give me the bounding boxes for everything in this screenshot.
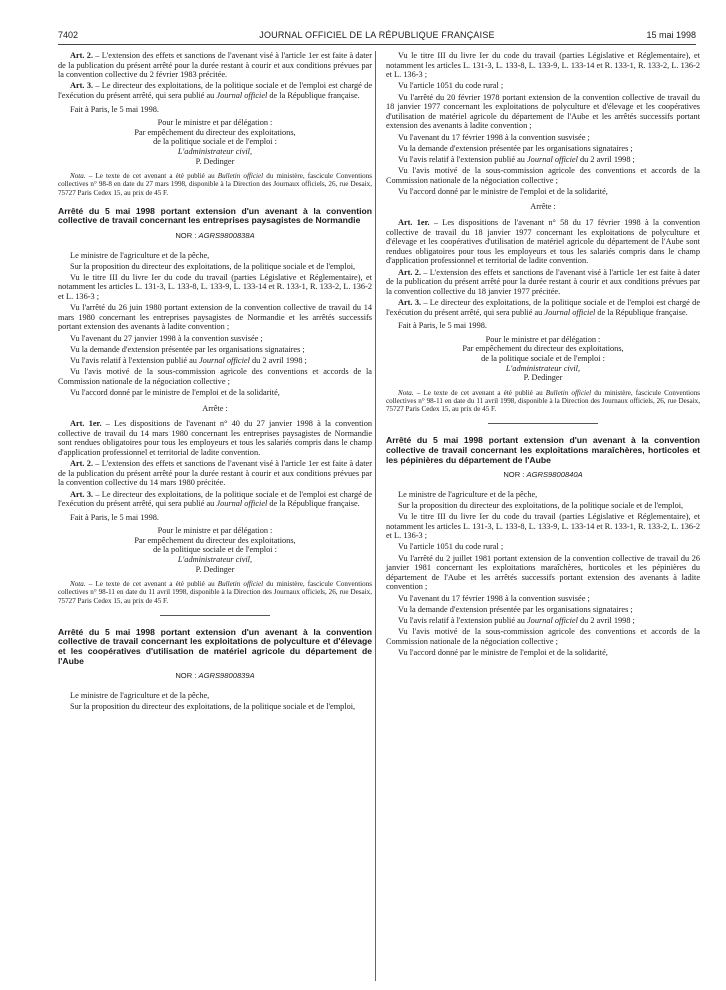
right-column <box>386 51 700 659</box>
signature-block: Pour le ministre et par délégation : Par empêchement du directeur des exploitations, de la politique sociale et de l'emploi : L'administrateur civil, P. Dedinger <box>58 118 372 166</box>
nota-note: Nota. – Le texte de cet avenant a été publié au Bulletin officiel du ministère, fascicule Conventions collectives n° 98-11 en date du 11 avril 1998, disponible à la Direction des Journaux officiels, 26, rue Desaix, 75727 Paris Cedex 15, au prix de 45 F. <box>58 580 373 605</box>
page-number: 7402 <box>58 30 79 40</box>
decree-continuation <box>58 51 372 197</box>
article-3: Art. 3. – Le directeur des exploitations, de la politique sociale et de l'emploi est chargé de l'exécution du présent arrêté, qui sera publié au Journal officiel de la République française. <box>58 81 372 100</box>
section-separator <box>160 615 270 616</box>
nor-reference: NOR : AGRS9800840A <box>503 470 583 480</box>
article-1: Art. 1er. – Les dispositions de l'avenant n° 58 du 17 février 1998 à la convention collective de travail du 18 janvier 1977 concernant les exploitations de polyculture et d'élevage et les coopératives d'utilisation de matériel agricole du département de l'Aube sont rendues obligatoires pour tous les employeurs et tous les salariés compris dans le champ d'application professionnel et territorial de ladite convention. <box>386 218 701 266</box>
decree-title: Arrêté du 5 mai 1998 portant extension d'un avenant à la convention collective de travail concernant les exploitations maraîchères, horticoles et les pépinières du département de l'Aube <box>386 435 700 465</box>
article-2: Art. 2. – L'extension des effets et sanctions de l'avenant visé à l'article 1er est faite à dater de la publication du présent arrêté pour la durée restant à courir et aux conditions prévues par la convention collective du 14 mars 1980 précitée. <box>58 459 372 488</box>
journal-title: JOURNAL OFFICIEL DE LA RÉPUBLIQUE FRANÇAISE <box>259 30 495 40</box>
nota-note: Nota. – Le texte de cet avenant a été publié au Bulletin officiel du ministère, fascicule Conventions collectives n° 98-8 en date du 27 mars 1998, disponible à la Direction des Journaux officiels, 26, rue Desaix, 75727 Paris Cedex 15, au prix de 45 F. <box>58 172 373 197</box>
signature-date: Fait à Paris, le 5 mai 1998. <box>70 512 159 522</box>
signature-date: Fait à Paris, le 5 mai 1998. <box>398 321 487 331</box>
signature-block: Pour le ministre et par délégation : Par empêchement du directeur des exploitations, de la politique sociale et de l'emploi : L'administrateur civil, P. Dedinger <box>386 335 700 383</box>
decree-title: Arrêté du 5 mai 1998 portant extension d'un avenant à la convention collective de travail concernant les exploitations de polyculture et d'élevage et les coopératives d'utilisation de matériel agricole du département de l'Aube <box>58 626 372 666</box>
header-rule <box>58 44 696 45</box>
article-3: Art. 3. – Le directeur des exploitations, de la politique sociale et de l'emploi est chargé de l'exécution du présent arrêté, qui sera publié au Journal officiel de la République française. <box>386 298 700 317</box>
article-1: Art. 1er. – Les dispositions de l'avenant n° 40 du 27 janvier 1998 à la convention collective de travail du 14 mars 1980 concernant les entreprises paysagistes de Normandie sont rendues obligatoires pour tous les employeurs et tous les salariés compris dans le champ d'application professionnel et territorial de ladite convention. <box>58 419 372 457</box>
decree-paysagistes-normandie: Arrêté du 5 mai 1998 portant extension d'un avenant à la convention collective de travail concernant les entreprises paysagistes de Normandie NOR : AGRS9800838A Le ministre de l'agriculture et de la pêche, Sur la proposition du directeur des exploitations, de la politique sociale et de l'emploi, Vu le titre III du livre Ier du code du travail (parties Législative et Réglementaire), et notamment les articles L. 131-3, L. 133-8, L. 133-9, L. 133-14 et R. 133-1, R. 133-2, L. 136-2 et L. 136-3 ; Vu l'arrêté du 26 juin 1980 portant extension de la convention collective de travail du 14 mars 1980 concernant les entreprises paysagistes de Normandie et les arrêtés successifs portant extension des avenants à ladite convention ; Vu l'avenant du 27 janvier 1998 à la convention susvisée ; Vu la demande d'extension présentée par les organisations signataires ; Vu l'avis relatif à l'extension publié au Journal officiel du 2 avril 1998 ; Vu l'avis motivé de la sous-commission agricole des conventions et accords de la Commission nationale de la négociation collective ; Vu l'accord donné par le ministre de l'emploi et de la solidarité, Arrête : Art. 1er. – Les dispositions de l'avenant n° 40 du 27 janvier 1998 à la convention collective de travail du 14 mars 1980 concernant les entreprises paysagistes de Normandie sont rendues obligatoires pour tous les employeurs et tous les salariés compris dans le champ d'application professionnel et territorial de ladite convention. Art. 2. – L'extension des effets et sanctions de l'avenant visé à l'article 1er est faite à dater de la publication du présent arrêté pour la durée restant à courir et aux conditions prévues par la convention collective du 14 mars 1980 précitée. Art. 3. – Le directeur des exploitations, de la politique sociale et de l'emploi est chargé de l'exécution du présent arrêté, qui sera publié au Journal officiel de la République française. Fait à Paris, le 5 mai 1998. Pour le ministre et par délégation : Par empêchement du directeur des exploitations, de la politique sociale et de l'emploi : L'administrateur civil, P. Dedinger Nota. – Le texte de cet avenant a été publié au Bulletin officiel du ministère, fascicule Conventions collectives n° 98-11 en date du 11 avril 1998, disponible à la Direction des Journaux officiels, 26, rue Desaix, 75727 Paris Cedex 15, au prix de 45 F. <box>58 207 372 616</box>
section-separator <box>488 423 598 424</box>
decree-polyculture-aube: Arrêté du 5 mai 1998 portant extension d'un avenant à la convention collective de travail concernant les exploitations de polyculture et d'élevage et les coopératives d'utilisation de matériel agricole du département de l'Aube NOR : AGRS9800839A Le ministre de l'agriculture et de la pêche, Sur la proposition du directeur des exploitations, de la politique sociale et de l'emploi, <box>58 626 372 712</box>
column-divider <box>375 51 376 981</box>
decree-title: Arrêté du 5 mai 1998 portant extension d'un avenant à la convention collective de travail concernant les entreprises paysagistes de Normandie <box>58 205 372 226</box>
decree-polyculture-aube-continued: Vu le titre III du livre Ier du code du travail (parties Législative et Réglementaire), et notamment les articles L. 131-3, L. 133-8, L. 133-9, L. 133-14 et R. 133-1, R. 133-2, L. 136-2 et L. 136-3 ; Vu l'article 1051 du code rural ; Vu l'arrêté du 20 février 1978 portant extension de la convention collective de travail du 18 janvier 1977 concernant les exploitations de polyculture et d'élevage et les coopératives d'utilisation de matériel agricole du département de l'Aube et les arrêtés successifs portant extension des avenants à ladite convention ; Vu l'avenant du 17 février 1998 à la convention susvisée ; Vu la demande d'extension présentée par les organisations signataires ; Vu l'avis relatif à l'extension publié au Journal officiel du 2 avril 1998 ; Vu l'avis motivé de la sous-commission agricole des conventions et accords de la Commission nationale de la négociation collective ; Vu l'accord donné par le ministre de l'emploi et de la solidarité, Arrête : Art. 1er. – Les dispositions de l'avenant n° 58 du 17 février 1998 à la convention collective de travail du 18 janvier 1977 concernant les exploitations de polyculture et d'élevage et les coopératives d'utilisation de matériel agricole du département de l'Aube sont rendues obligatoires pour tous les employeurs et tous les salariés compris dans le champ d'application professionnel et territorial de ladite convention. Art. 2. – L'extension des effets et sanctions de l'avenant visé à l'article 1er est faite à dater de la publication du présent arrêté pour la durée restant à courir et aux conditions prévues par la convention collective du 18 janvier 1977 précitée. Art. 3. – Le directeur des exploitations, de la politique sociale et de l'emploi est chargé de l'exécution du présent arrêté, qui sera publié au Journal officiel de la République française. Fait à Paris, le 5 mai 1998. Pour le ministre et par délégation : Par empêchement du directeur des exploitations, de la politique sociale et de l'emploi : L'administrateur civil, P. Dedinger Nota. – Le texte de cet avenant a été publié au Bulletin officiel du ministère, fascicule Conventions collectives n° 98-11 en date du 11 avril 1998, disponible à la Direction des Journaux officiels, 26, rue Desaix, 75727 Paris Cedex 15, au prix de 45 F. <box>386 51 700 424</box>
arrete-heading: Arrête : <box>530 202 556 212</box>
article-2: Art. 2. – L'extension des effets et sanctions de l'avenant visé à l'article 1er est faite à dater de la publication du présent arrêté pour la durée restant à courir et aux conditions prévues par la convention collective du 2 février 1983 précitée. <box>58 51 372 80</box>
signature-block: Pour le ministre et par délégation : Par empêchement du directeur des exploitations, de la politique sociale et de l'emploi : L'administrateur civil, P. Dedinger <box>58 526 372 574</box>
nota-note: Nota. – Le texte de cet avenant a été publié au Bulletin officiel du ministère, fascicule Conventions collectives n° 98-11 en date du 11 avril 1998, disponible à la Direction des Journaux officiels, 26, rue Desaix, 75727 Paris Cedex 15, au prix de 45 F. <box>386 388 701 414</box>
left-column <box>58 51 372 713</box>
page-header <box>58 30 696 44</box>
signatory-name: P. Dedinger <box>195 564 235 574</box>
signature-date: Fait à Paris, le 5 mai 1998. <box>70 104 159 114</box>
decree-maraicheres-aube: Arrêté du 5 mai 1998 portant extension d'un avenant à la convention collective de travail concernant les exploitations maraîchères, horticoles et les pépinières du département de l'Aube NOR : AGRS9800840A Le ministre de l'agriculture et de la pêche, Sur la proposition du directeur des exploitations, de la politique sociale et de l'emploi, Vu le titre III du livre Ier du code du travail (parties Législative et Réglementaire), et notamment les articles L. 131-3, L. 133-8, L. 133-9, L. 133-14 et R. 133-1, R. 133-2, L. 136-2 et L. 136-3 ; Vu l'article 1051 du code rural ; Vu l'arrêté du 2 juillet 1981 portant extension de la convention collective de travail du 26 janvier 1981 concernant les exploitations maraîchères, horticoles et les pépinières du département de l'Aube et les arrêtés successifs portant extension des avenants à ladite convention ; Vu l'avenant du 17 février 1998 à la convention susvisée ; Vu la demande d'extension présentée par les organisations signataires ; Vu l'avis relatif à l'extension publié au Journal officiel du 2 avril 1998 ; Vu l'avis motivé de la sous-commission agricole des conventions et accords de la Commission nationale de la négociation collective ; Vu l'accord donné par le ministre de l'emploi et de la solidarité, <box>386 435 700 657</box>
article-2: Art. 2. – L'extension des effets et sanctions de l'avenant visé à l'article 1er est faite à dater de la publication du présent arrêté pour la durée restant à courir et aux conditions prévues par la convention collective du 18 janvier 1977 précitée. <box>386 267 700 296</box>
nor-reference: NOR : AGRS9800839A <box>175 671 255 681</box>
signatory-name: P. Dedinger <box>523 373 563 383</box>
arrete-heading: Arrête : <box>202 403 228 413</box>
nor-reference: NOR : AGRS9800838A <box>175 230 255 240</box>
signatory-name: P. Dedinger <box>195 156 235 166</box>
issue-date: 15 mai 1998 <box>646 30 696 40</box>
article-3: Art. 3. – Le directeur des exploitations, de la politique sociale et de l'emploi est chargé de l'exécution du présent arrêté, qui sera publié au Journal officiel de la République française. <box>58 489 372 509</box>
